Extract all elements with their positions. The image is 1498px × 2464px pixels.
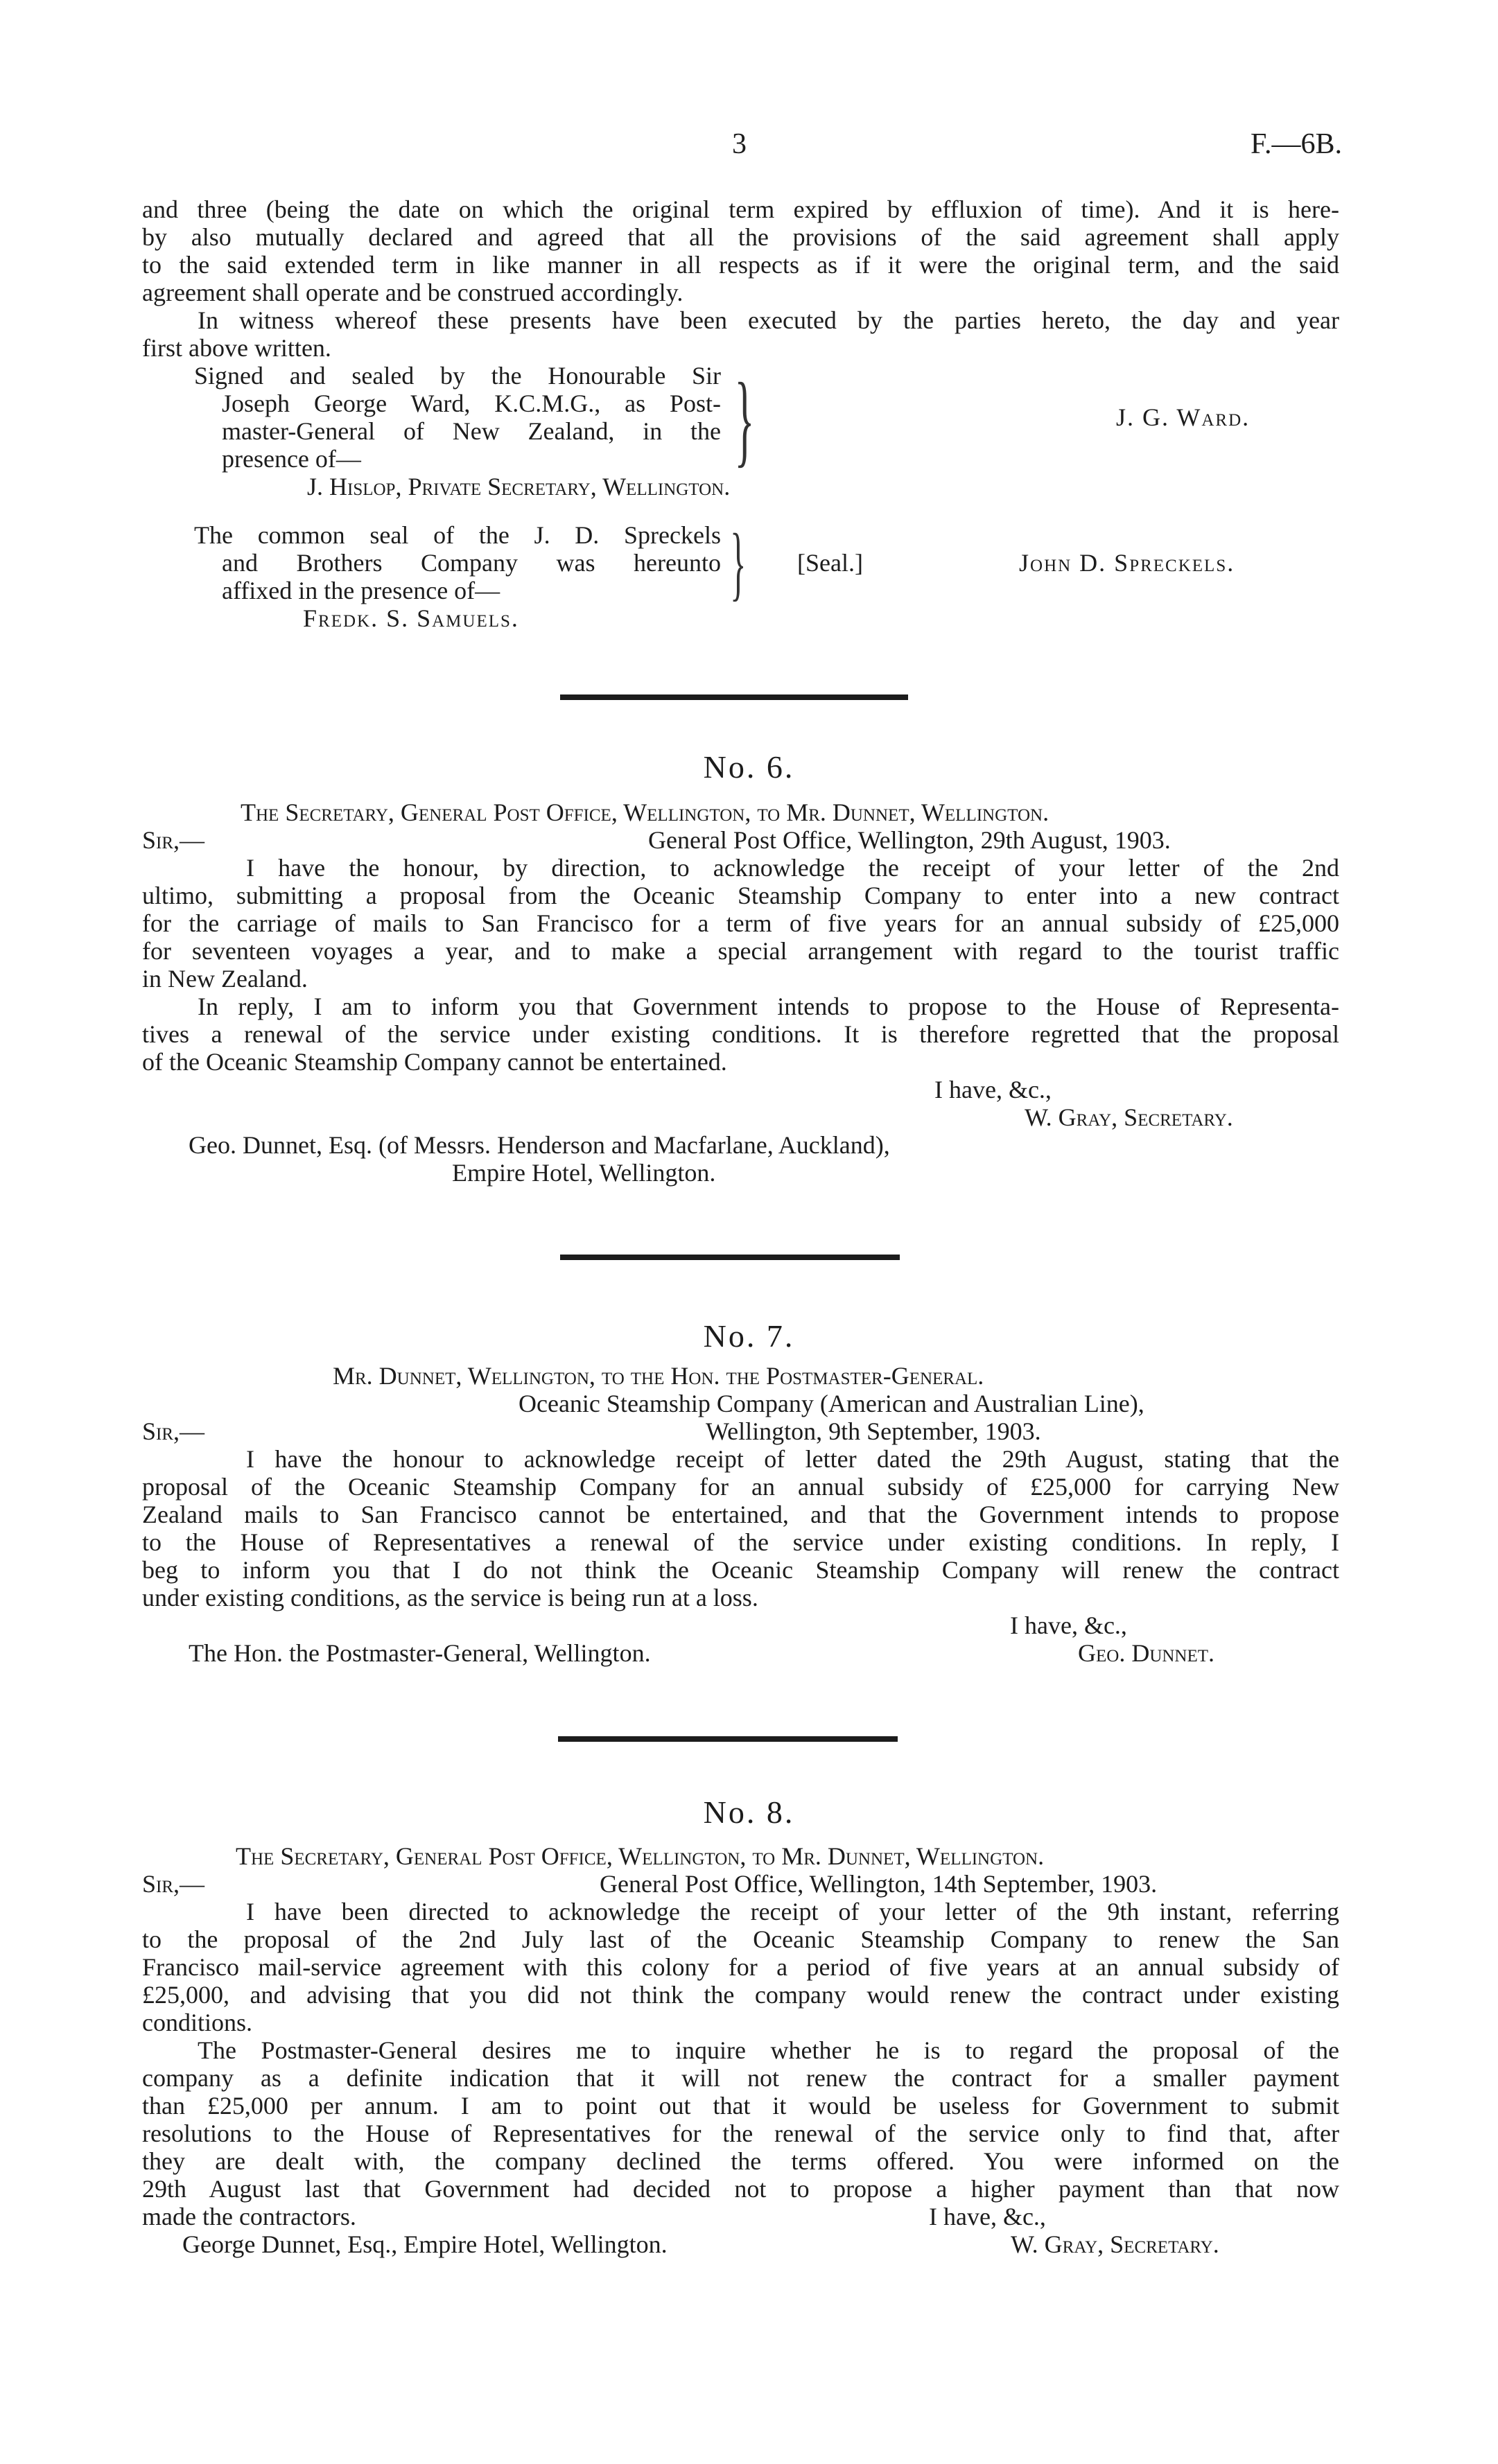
brace-mark: } (730, 516, 747, 609)
text-line: than £25,000 per annum. I am to point out that it would be useless for Government to submit (142, 2092, 1339, 2120)
closing: I have, &c., (934, 1076, 1052, 1103)
text-line: under existing conditions, as the service is being run at a loss. (142, 1584, 758, 1611)
text-line: proposal of the Oceanic Steamship Company for an annual subsidy of £25,000 for carrying New (142, 1473, 1339, 1501)
text-line: to the proposal of the 2nd July last of the Oceanic Steamship Company to renew the San (142, 1925, 1339, 1953)
text-line: first above written. (142, 334, 331, 362)
sender-address: General Post Office, Wellington, 29th August, 1903. (648, 826, 1171, 854)
letter-route: The Secretary, General Post Office, Wellington, to Mr. Dunnet, Wellington. (241, 798, 1050, 826)
witness-name: J. Hislop, Private Secretary, Wellington. (307, 473, 731, 500)
closing: I have, &c., (929, 2203, 1046, 2230)
addressee: Empire Hotel, Wellington. (452, 1159, 716, 1187)
text-line: of the Oceanic Steamship Company cannot be entertained. (142, 1048, 727, 1076)
addressee: George Dunnet, Esq., Empire Hotel, Wellington. (182, 2230, 668, 2258)
text-line: for the carriage of mails to San Francisco for a term of five years for an annual subsidy of £25,000 (142, 909, 1339, 937)
sender-address: Wellington, 9th September, 1903. (706, 1417, 1041, 1445)
salutation: Sir,— (142, 1417, 205, 1445)
text-line: for seventeen voyages a year, and to make a special arrangement with regard to the tourist traffic (142, 937, 1339, 965)
text-line: and three (being the date on which the original term expired by effluxion of time). And it is here- (142, 195, 1339, 223)
sign-line: master-General of New Zealand, in the (222, 417, 721, 445)
text-line: resolutions to the House of Representatives for the renewal of the service only to find that, after (142, 2120, 1339, 2147)
sender-address: Oceanic Steamship Company (American and Australian Line), (519, 1390, 1144, 1417)
text-line: company as a definite indication that it will not renew the contract for a smaller payment (142, 2064, 1339, 2092)
text-line: they are dealt with, the company declined the terms offered. You were informed on the (142, 2147, 1339, 2175)
signer-name: J. G. Ward. (1116, 403, 1251, 431)
seal-mark: [Seal.] (797, 549, 863, 577)
letter-heading: No. 7. (703, 1318, 795, 1354)
closing: I have, &c., (1010, 1611, 1127, 1639)
signer-name: John D. Spreckels. (1019, 549, 1235, 577)
text-line: tives a renewal of the service under existing conditions. It is therefore regretted that the proposal (142, 1020, 1339, 1048)
text-line: The Postmaster-General desires me to inquire whether he is to regard the proposal of the (198, 2036, 1339, 2064)
page-number: 3 (732, 128, 747, 160)
text-line: I have the honour to acknowledge receipt of letter dated the 29th August, stating that the (246, 1445, 1339, 1473)
letter-heading: No. 8. (703, 1794, 795, 1830)
letter-route: The Secretary, General Post Office, Wellington, to Mr. Dunnet, Wellington. (236, 1842, 1045, 1870)
text-line: ultimo, submitting a proposal from the Oceanic Steamship Company to enter into a new contract (142, 882, 1339, 909)
signature: W. Gray, Secretary. (1011, 2230, 1219, 2258)
text-line: made the contractors. (142, 2203, 356, 2230)
text-line: conditions. (142, 2009, 252, 2036)
section-divider (560, 694, 908, 700)
section-divider (558, 1736, 898, 1742)
salutation: Sir,— (142, 826, 205, 854)
text-line: I have the honour, by direction, to acknowledge the receipt of your letter of the 2nd (246, 854, 1339, 882)
letter-heading: No. 6. (703, 749, 795, 785)
text-line: In reply, I am to inform you that Government intends to propose to the House of Representa- (198, 993, 1339, 1020)
sign-line: presence of— (222, 445, 361, 473)
text-line: £25,000, and advising that you did not think the company would renew the contract under existing (142, 1981, 1339, 2009)
addressee: The Hon. the Postmaster-General, Wellington. (189, 1639, 651, 1667)
sender-address: General Post Office, Wellington, 14th September, 1903. (600, 1870, 1158, 1898)
witness-name: Fredk. S. Samuels. (303, 604, 519, 632)
document-reference: F.—6B. (1250, 128, 1342, 160)
signature: Geo. Dunnet. (1078, 1639, 1215, 1667)
text-line: Zealand mails to San Francisco cannot be entertained, and that the Government intends to propose (142, 1501, 1339, 1528)
sign-line: affixed in the presence of— (222, 577, 500, 604)
text-line: to the House of Representatives a renewal of the service under existing conditions. In reply, I (142, 1528, 1339, 1556)
sign-line: Signed and sealed by the Honourable Sir (194, 362, 721, 390)
salutation: Sir,— (142, 1870, 205, 1898)
text-line: In witness whereof these presents have been executed by the parties hereto, the day and year (198, 306, 1339, 334)
sign-line: Joseph George Ward, K.C.M.G., as Post- (222, 390, 721, 417)
text-line: beg to inform you that I do not think the Oceanic Steamship Company will renew the contract (142, 1556, 1339, 1584)
text-line: 29th August last that Government had decided not to propose a higher payment than that now (142, 2175, 1339, 2203)
brace-mark: } (734, 362, 755, 477)
section-divider (560, 1255, 900, 1260)
sign-line: and Brothers Company was hereunto (222, 549, 721, 577)
text-line: by also mutually declared and agreed that all the provisions of the said agreement shall apply (142, 223, 1339, 251)
text-line: Francisco mail-service agreement with this colony for a period of five years at an annual subsidy of (142, 1953, 1339, 1981)
letter-route: Mr. Dunnet, Wellington, to the Hon. the Postmaster-General. (333, 1362, 984, 1390)
text-line: agreement shall operate and be construed accordingly. (142, 279, 683, 306)
text-line: in New Zealand. (142, 965, 308, 993)
signature: W. Gray, Secretary. (1025, 1103, 1233, 1131)
sign-line: The common seal of the J. D. Spreckels (194, 521, 721, 549)
text-line: to the said extended term in like manner in all respects as if it were the original term, and the said (142, 251, 1339, 279)
addressee: Geo. Dunnet, Esq. (of Messrs. Henderson and Macfarlane, Auckland), (189, 1131, 890, 1159)
text-line: I have been directed to acknowledge the receipt of your letter of the 9th instant, referring (246, 1898, 1339, 1925)
